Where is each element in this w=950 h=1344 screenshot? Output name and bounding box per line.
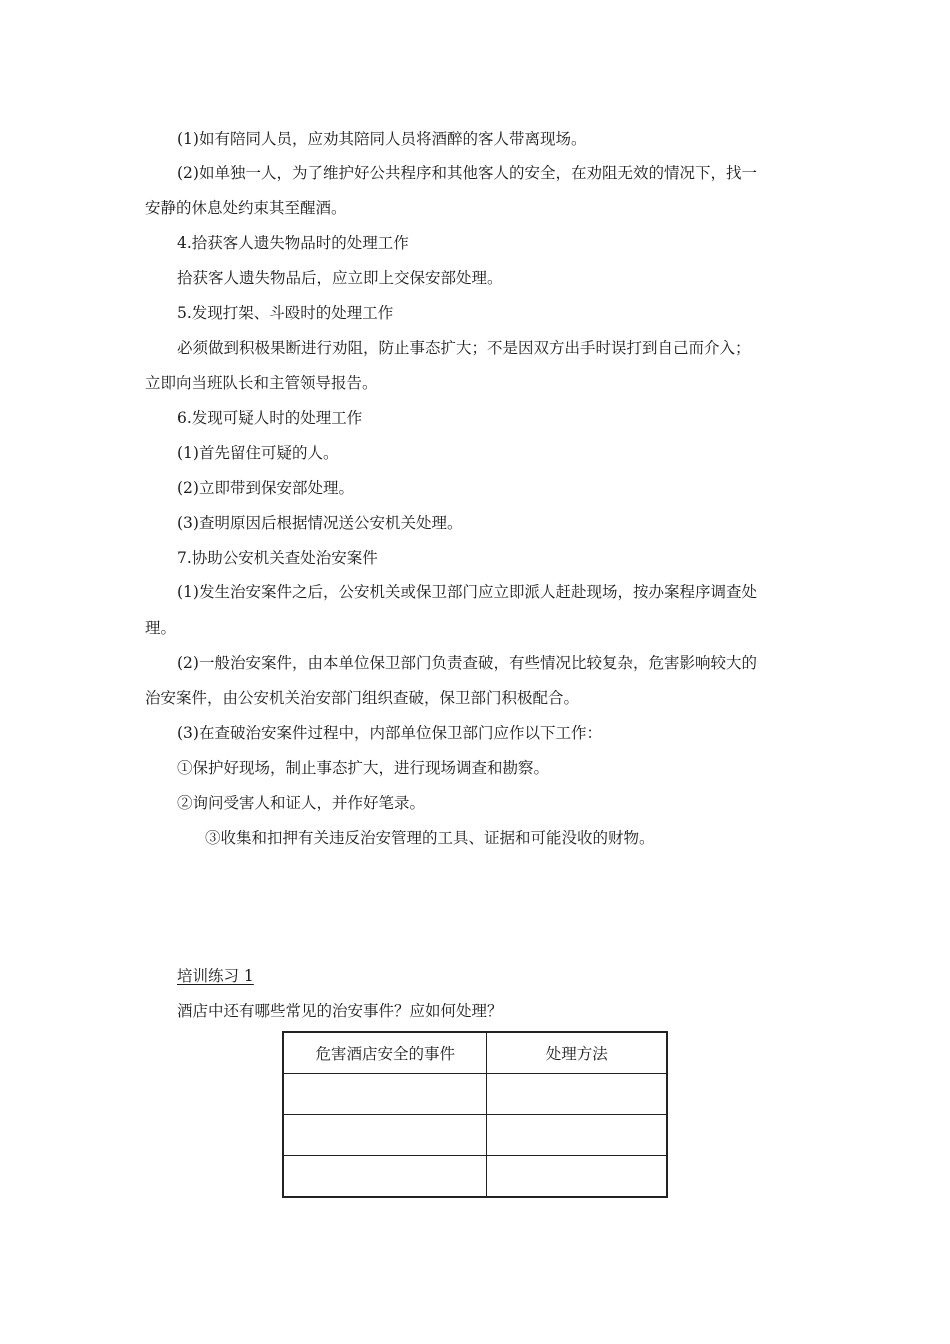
- table-header-cell: 处理方法: [487, 1032, 667, 1074]
- section-heading: 7.协助公安机关查处治安案件: [177, 549, 378, 567]
- exercise-table: [282, 1031, 668, 1198]
- table-cell[interactable]: [487, 1074, 667, 1115]
- paragraph: (3)查明原因后根据情况送公安机关处理。: [177, 514, 463, 532]
- exercise-question: 酒店中还有哪些常见的治安事件？应如何处理？: [177, 1002, 503, 1020]
- paragraph: (2)如单独一人，为了维护好公共程序和其他客人的安全，在劝阻无效的情况下，找一: [177, 164, 757, 182]
- table-row: [283, 1074, 667, 1115]
- table-cell[interactable]: [283, 1156, 487, 1198]
- paragraph: (1)首先留住可疑的人。: [177, 444, 339, 462]
- paragraph: (3)在查破治安案件过程中，内部单位保卫部门应作以下工作：: [177, 724, 602, 742]
- paragraph: 立即向当班队长和主管领导报告。: [145, 374, 378, 392]
- table-row: [283, 1156, 667, 1198]
- list-item: ①保护好现场，制止事态扩大，进行现场调查和勘察。: [177, 759, 550, 777]
- section-heading: 6.发现可疑人时的处理工作: [177, 409, 363, 427]
- paragraph: (2)一般治安案件，由本单位保卫部门负责查破，有些情况比较复杂，危害影响较大的: [177, 654, 757, 672]
- paragraph: 必须做到积极果断进行劝阻，防止事态扩大；不是因双方出手时误打到自己而介入；: [177, 339, 751, 357]
- section-heading: 4.拾获客人遗失物品时的处理工作: [177, 234, 409, 252]
- paragraph: 安静的休息处约束其至醒酒。: [145, 199, 347, 217]
- table-row: [283, 1115, 667, 1156]
- table-cell[interactable]: [283, 1115, 487, 1156]
- paragraph: (2)立即带到保安部处理。: [177, 479, 354, 497]
- paragraph: 理。: [145, 619, 177, 637]
- section-heading: 5.发现打架、斗殴时的处理工作: [177, 304, 394, 322]
- list-item: ②询问受害人和证人，并作好笔录。: [177, 794, 426, 812]
- table-cell[interactable]: [283, 1074, 487, 1115]
- paragraph: 拾获客人遗失物品后，应立即上交保安部处理。: [177, 269, 503, 287]
- list-item: ③收集和扣押有关违反治安管理的工具、证据和可能没收的财物。: [205, 829, 655, 847]
- paragraph: 治安案件，由公安机关治安部门组织查破，保卫部门积极配合。: [145, 689, 580, 707]
- table-cell[interactable]: [487, 1156, 667, 1198]
- table-header-cell: 危害酒店安全的事件: [283, 1032, 487, 1074]
- exercise-title: 培训练习 1: [177, 967, 254, 985]
- paragraph: (1)如有陪同人员，应劝其陪同人员将酒醉的客人带离现场。: [177, 130, 587, 148]
- table-header-row: [283, 1032, 667, 1074]
- paragraph: (1)发生治安案件之后，公安机关或保卫部门应立即派人赶赴现场，按办案程序调查处: [177, 583, 757, 601]
- table-cell[interactable]: [487, 1115, 667, 1156]
